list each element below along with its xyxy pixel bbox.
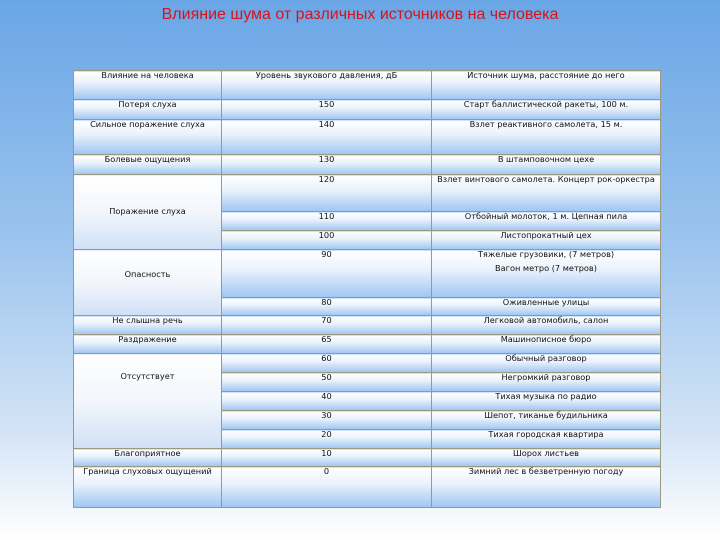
noise-table	[73, 70, 661, 508]
level-cell: 150	[222, 100, 432, 120]
source-cell: Негромкий разговор	[432, 373, 661, 392]
table-row	[74, 155, 661, 175]
effect-cell: Потеря слуха	[74, 100, 222, 120]
source-cell: В штамповочном цехе	[432, 155, 661, 175]
level-cell: 100	[222, 231, 432, 250]
source-cell	[432, 250, 661, 298]
source-cell: Обычный разговор	[432, 354, 661, 373]
source-cell: Старт баллистической ракеты, 100 м.	[432, 100, 661, 120]
effect-cell: Отсутствует	[74, 354, 222, 449]
level-cell: 80	[222, 298, 432, 316]
level-cell: 50	[222, 373, 432, 392]
source-cell: Взлет винтового самолета. Концерт рок-оркестра	[432, 175, 661, 212]
source-cell: Отбойный молоток, 1 м. Цепная пила	[432, 212, 661, 231]
effect-cell: Сильное поражение слуха	[74, 120, 222, 155]
level-cell: 0	[222, 467, 432, 508]
table-row	[74, 100, 661, 120]
level-cell: 120	[222, 175, 432, 212]
source-cell: Тихая городская квартира	[432, 430, 661, 449]
header-source: Источник шума, расстояние до него	[432, 71, 661, 100]
table-row	[74, 250, 661, 298]
slide-title: Влияние шума от различных источников на человека	[161, 6, 559, 23]
effect-cell: Болевые ощущения	[74, 155, 222, 175]
level-cell: 30	[222, 411, 432, 430]
level-cell: 20	[222, 430, 432, 449]
level-cell: 130	[222, 155, 432, 175]
source-cell: Листопрокатный цех	[432, 231, 661, 250]
source-cell: Машинописное бюро	[432, 335, 661, 354]
source-cell: Оживленные улицы	[432, 298, 661, 316]
table-row	[74, 175, 661, 212]
source-cell: Зимний лес в безветренную погоду	[432, 467, 661, 508]
header-effect: Влияние на человека	[74, 71, 222, 100]
table-row	[74, 120, 661, 155]
table-row	[74, 467, 661, 508]
level-cell: 70	[222, 316, 432, 335]
effect-cell: Благоприятное	[74, 449, 222, 467]
source-cell: Шорох листьев	[432, 449, 661, 467]
level-cell: 110	[222, 212, 432, 231]
level-cell: 40	[222, 392, 432, 411]
source-cell: Тихая музыка по радио	[432, 392, 661, 411]
header-row	[74, 71, 661, 100]
effect-cell: Опасность	[74, 250, 222, 316]
header-level: Уровень звукового давления, дБ	[222, 71, 432, 100]
level-cell: 90	[222, 250, 432, 298]
table-row	[74, 449, 661, 467]
source-cell: Взлет реактивного самолета, 15 м.	[432, 120, 661, 155]
table-row	[74, 316, 661, 335]
source-line: Вагон метро (7 метров)	[495, 263, 597, 274]
table-row	[74, 335, 661, 354]
effect-cell: Раздражение	[74, 335, 222, 354]
effect-cell: Граница слуховых ощущений	[74, 467, 222, 508]
source-line: Тяжелые грузовики, (7 метров)	[477, 249, 615, 259]
level-cell: 10	[222, 449, 432, 467]
level-cell: 60	[222, 354, 432, 373]
table-row	[74, 354, 661, 373]
source-cell: Легковой автомобиль, салон	[432, 316, 661, 335]
effect-cell: Не слышна речь	[74, 316, 222, 335]
level-cell: 140	[222, 120, 432, 155]
effect-cell: Поражение слуха	[74, 175, 222, 250]
level-cell: 65	[222, 335, 432, 354]
source-cell: Шепот, тиканье будильника	[432, 411, 661, 430]
